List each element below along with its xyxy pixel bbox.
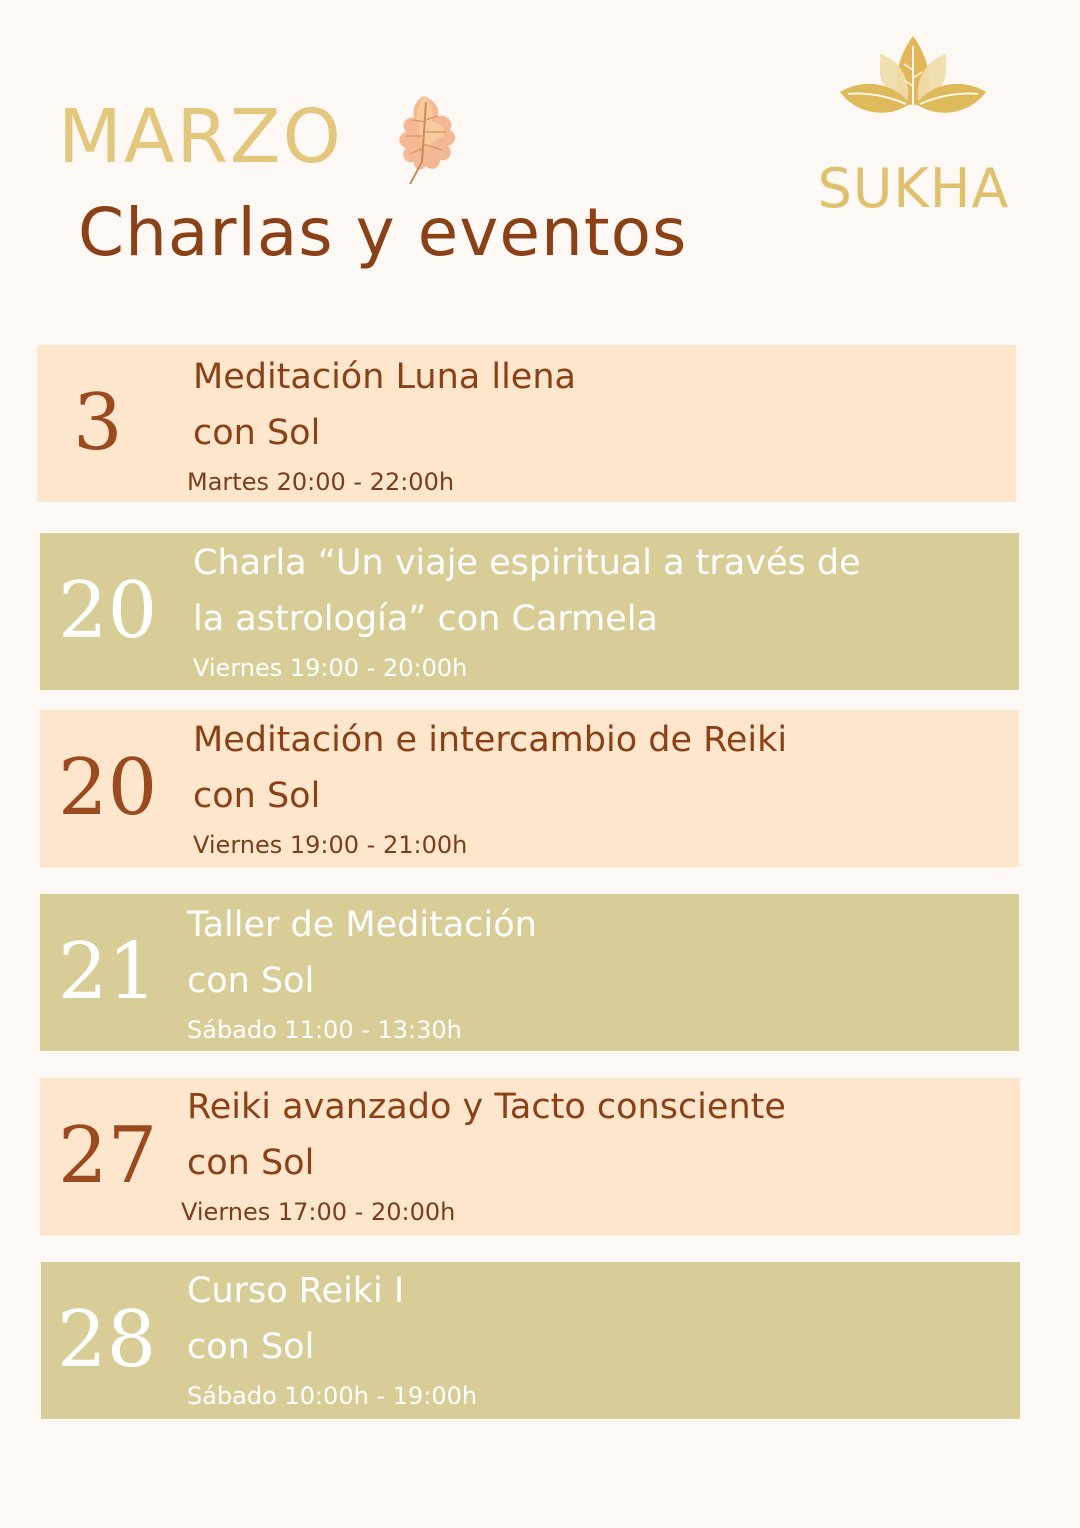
event-time: Viernes 19:00 - 21:00h [193, 831, 468, 859]
event-day: 21 [58, 927, 158, 1017]
event-host: con Sol [193, 413, 321, 453]
event-day: 20 [58, 566, 158, 656]
event-host: con Sol [187, 961, 315, 1001]
event-time: Viernes 19:00 - 20:00h [193, 654, 468, 682]
event-day: 20 [58, 743, 158, 833]
event-title: Charla “Un viaje espiritual a través de [193, 543, 861, 583]
event-title: Reiki avanzado y Tacto consciente [187, 1087, 786, 1127]
logo-text: SUKHA [817, 157, 1010, 220]
event-row [40, 1078, 1020, 1235]
event-time: Martes 20:00 - 22:00h [187, 468, 455, 496]
event-title: Taller de Meditación [187, 905, 537, 945]
event-host: con Sol [187, 1143, 315, 1183]
event-row [37, 345, 1016, 502]
event-day: 27 [58, 1111, 158, 1201]
event-row [40, 533, 1019, 690]
event-title: Meditación e intercambio de Reiki [193, 720, 788, 760]
event-host: la astrología” con Carmela [193, 599, 658, 639]
event-row [40, 710, 1019, 867]
event-day: 28 [57, 1295, 157, 1385]
event-day: 3 [73, 378, 123, 468]
month-heading: MARZO [58, 94, 343, 180]
event-row [41, 1262, 1020, 1419]
page-title: Charlas y eventos [78, 194, 688, 271]
event-host: con Sol [187, 1327, 315, 1367]
event-host: con Sol [193, 776, 321, 816]
event-row [40, 894, 1019, 1051]
sukha-logo [806, 30, 1021, 220]
event-title: Curso Reiki I [187, 1271, 405, 1311]
event-time: Viernes 17:00 - 20:00h [181, 1198, 456, 1226]
event-title: Meditación Luna llena [193, 357, 576, 397]
event-time: Sábado 10:00h - 19:00h [187, 1382, 478, 1410]
event-time: Sábado 11:00 - 13:30h [187, 1016, 462, 1044]
lotus-leaves-icon [836, 30, 991, 130]
autumn-leaf-icon [388, 92, 460, 188]
